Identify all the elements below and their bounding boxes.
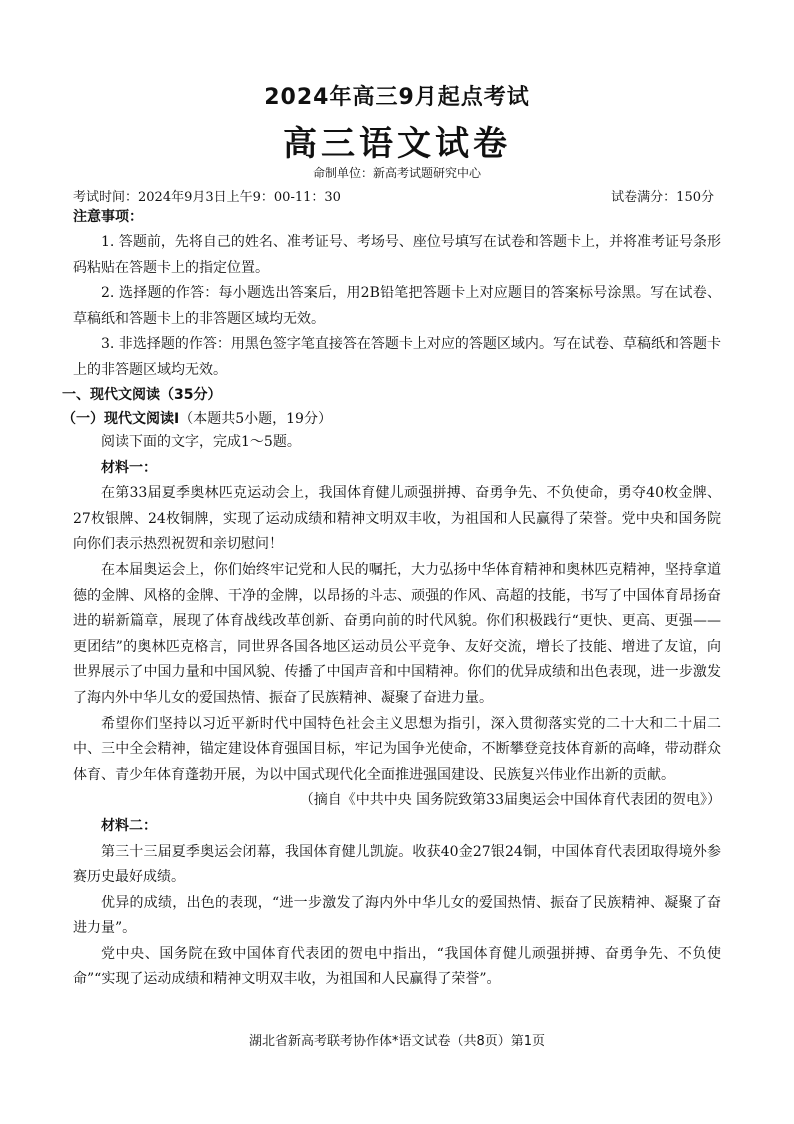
instruction: 阅读下面的文字，完成1～5题。: [101, 434, 301, 450]
material-one-paragraph: 希望你们坚持以习近平新时代中国特色社会主义思想为指引，深入贯彻落实党的二十大和二十届二中、三中全会精神，锚定建设体育强国目标，牢记为国争光使命，不断攀登竞技体育新的高峰，带动群众体育、青少年体育蓬勃开展，为以中国式现代化全面推进强国建设、民族复兴伟业作出新的贡献。: [73, 715, 721, 783]
part-title-text: （一）现代文阅读Ⅰ: [62, 411, 180, 427]
note-item: 2. 选择题的作答：每小题选出答案后，用2B铅笔把答题卡上对应题目的答案标号涂黑。写在试卷、草稿纸和答题卡上的非答题区域均无效。: [73, 285, 721, 327]
material-one-paragraph: 在本届奥运会上，你们始终牢记党和人民的嘱托，大力弘扬中华体育精神和奥林匹克精神，坚持拿道德的金牌、风格的金牌、干净的金牌，以昂扬的斗志、顽强的作风、高超的技能，书写了中国体育昂扬奋进的崭新篇章，展现了体育战线改革创新、奋勇向前的时代风貌。你们积极践行“更快、更高、更强——更团结”的奥林匹克格言，同世界各国各地区运动员公平竞争、友好交流，增长了技能、增进了友谊，向世界展示了中国力量和中国风貌、传播了中国声音和中国精神。你们的优异成绩和出色表现，进一步激发了海内外中华儿女的爱国热情、振奋了民族精神、凝聚了奋进力量。: [73, 561, 721, 706]
producer-line: 命制单位：新高考试题研究中心: [312, 166, 481, 180]
note-item: 3. 非选择题的作答：用黑色签字笔直接答在答题卡上对应的答题区域内。写在试卷、草稿纸和答题卡上的非答题区域均无效。: [73, 336, 721, 378]
part-title: [62, 408, 332, 428]
material-one-source: （摘自《中共中央 国务院致第33届奥运会中国体育代表团的贺电》）: [299, 792, 721, 809]
material-one-paragraph: 在第33届夏季奥林匹克运动会上，我国体育健儿顽强拼搏、奋勇争先、不负使命，勇夺40枚金牌、27枚银牌、24枚铜牌，实现了运动成绩和精神文明双丰收，为祖国和人民赢得了荣誉。党中央和国务院向你们表示热烈祝贺和亲切慰问！: [73, 485, 721, 553]
material-two-paragraph: 优异的成绩，出色的表现，“进一步激发了海内外中华儿女的爱国热情、振奋了民族精神、凝聚了奋进力量”。: [73, 894, 721, 937]
full-score: 试卷满分：150分: [611, 190, 714, 205]
exam-time: 考试时间：2024年9月3日上午9：00-11：30: [73, 190, 341, 205]
note-item: 1. 答题前，先将自己的姓名、准考证号、考场号、座位号填写在试卷和答题卡上，并将准考证号条形码粘贴在答题卡上的指定位置。: [73, 234, 721, 276]
notes-list: [73, 230, 721, 384]
subject-title: 高三语文试卷: [283, 124, 511, 164]
material-one-label: 材料一：: [101, 459, 157, 476]
part-note: （本题共5小题，19分）: [179, 411, 332, 427]
exam-title: 2024年高三9月起点考试: [264, 85, 530, 110]
notes-heading: 注意事项：: [73, 209, 143, 225]
section-title: 一、现代文阅读（35分）: [62, 387, 222, 403]
page-footer: 湖北省新高考联考协作体*语文试卷（共8页）第1页: [248, 1034, 546, 1049]
reading-passage: [73, 430, 721, 993]
material-two-paragraph: 第三十三届夏季奥运会闭幕，我国体育健儿凯旋。收获40金27银24铜，中国体育代表团取得境外参赛历史最好成绩。: [73, 843, 721, 886]
material-two-label: 材料二：: [101, 817, 157, 834]
material-two-paragraph: 党中央、国务院在致中国体育代表团的贺电中指出，“我国体育健儿顽强拼搏、奋勇争先、不负使命”“实现了运动成绩和精神文明双丰收，为祖国和人民赢得了荣誉”。: [73, 945, 721, 988]
